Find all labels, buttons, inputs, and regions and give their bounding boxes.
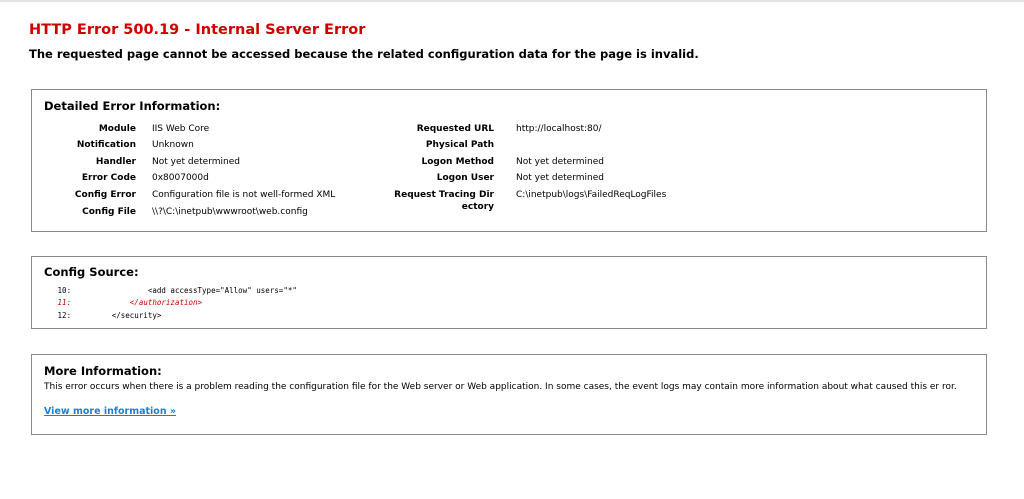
error-code-label: Error Code	[81, 173, 136, 183]
page-subtitle: The requested page cannot be accessed because the related configuration data for the page is invalid.	[29, 47, 699, 61]
notification-label: Notification	[76, 140, 136, 150]
config-error-label: Config Error	[74, 190, 136, 200]
logon-user-label: Logon User	[436, 173, 494, 183]
code-line-12: 12: </security>	[44, 311, 162, 320]
module-label: Module	[98, 124, 136, 134]
view-more-information-link[interactable]: View more information »	[44, 406, 177, 417]
notification-value: Unknown	[152, 140, 194, 150]
config-error-value: Configuration file is not well-formed XML	[152, 190, 336, 200]
more-information-title: More Information:	[44, 364, 162, 378]
more-information-text: This error occurs when there is a problem reading the configuration file for the Web server or Web application. In some cases, the event logs may contain more information about what caused this er ror.	[44, 382, 957, 392]
config-file-value: \\?\C:\inetpub\wwwroot\web.config	[152, 207, 308, 217]
detailed-error-title: Detailed Error Information:	[44, 99, 221, 113]
config-source-panel	[31, 256, 987, 329]
detailed-error-panel	[31, 89, 987, 232]
config-file-label: Config File	[82, 207, 136, 217]
logon-method-label: Logon Method	[421, 157, 494, 167]
requested-url-value: http://localhost:80/	[516, 124, 602, 134]
request-tracing-directory-label: Request Tracing Dir ectory	[394, 190, 494, 212]
logon-user-value: Not yet determined	[516, 173, 604, 183]
error-code-value: 0x8007000d	[152, 173, 209, 183]
code-line-11-error: 11: </authorization>	[44, 298, 203, 307]
physical-path-label: Physical Path	[425, 140, 494, 150]
request-tracing-directory-value: C:\inetpub\logs\FailedReqLogFiles	[516, 190, 667, 200]
config-source-title: Config Source:	[44, 265, 139, 279]
page-title: HTTP Error 500.19 - Internal Server Error	[29, 22, 366, 38]
logon-method-value: Not yet determined	[516, 157, 604, 167]
handler-label: Handler	[95, 157, 136, 167]
top-divider	[0, 0, 1024, 2]
handler-value: Not yet determined	[152, 157, 240, 167]
module-value: IIS Web Core	[152, 124, 210, 134]
requested-url-label: Requested URL	[416, 124, 494, 134]
code-line-10: 10: <add accessType="Allow" users="*"	[44, 286, 297, 295]
more-information-panel	[31, 354, 987, 435]
